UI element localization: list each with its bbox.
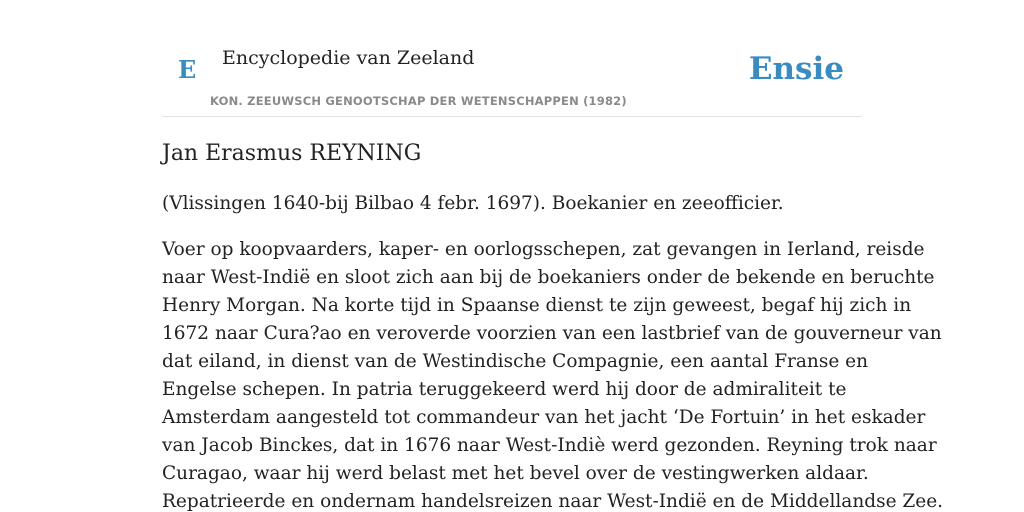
body-line: Repatrieerde en ondernam handelsreizen naar West-Indië en de Middellandse Zee. [162, 491, 944, 512]
body-line: naar West-Indië en sloot zich aan bij de boekaniers onder de bekende en beruchte [162, 267, 935, 288]
body-line: Curagao, waar hij werd belast met het bevel over de vestingwerken aldaar. [162, 463, 869, 484]
body-line: Amsterdam aangesteld tot commandeur van het jacht ‘De Fortuin’ in het eskader [162, 407, 926, 428]
logo-icon[interactable]: E [178, 55, 197, 84]
body-line: Voer op koopvaarders, kaper- en oorlogsschepen, zat gevangen in Ierland, reisde [162, 239, 925, 260]
site-header [162, 0, 862, 117]
article-body [162, 236, 944, 512]
body-line: dat eiland, in dienst van de Westindische Compagnie, een aantal Franse en [162, 351, 869, 372]
body-line: Engelse schepen. In patria teruggekeerd werd hij door de admiraliteit te [162, 379, 847, 400]
article-lead: (Vlissingen 1640-bij Bilbao 4 febr. 1697). Boekanier en zeeofficier. [162, 193, 784, 214]
site-subtitle: KON. ZEEUWSCH GENOOTSCHAP DER WETENSCHAPPEN (1982) [210, 94, 627, 108]
body-line: van Jacob Binckes, dat in 1676 naar West-Indiè werd gezonden. Reyning trok naar [162, 435, 937, 456]
body-line: 1672 naar Cura?ao en veroverde voorzien van een lastbrief van de gouverneur van [162, 323, 942, 344]
body-line: Henry Morgan. Na korte tijd in Spaanse dienst te zijn geweest, begaf hij zich in [162, 295, 912, 316]
site-title[interactable]: Encyclopedie van Zeeland [222, 47, 475, 69]
article-content [162, 138, 944, 512]
article-title: Jan Erasmus REYNING [162, 141, 422, 166]
brand-logo[interactable]: Ensie [748, 51, 844, 87]
